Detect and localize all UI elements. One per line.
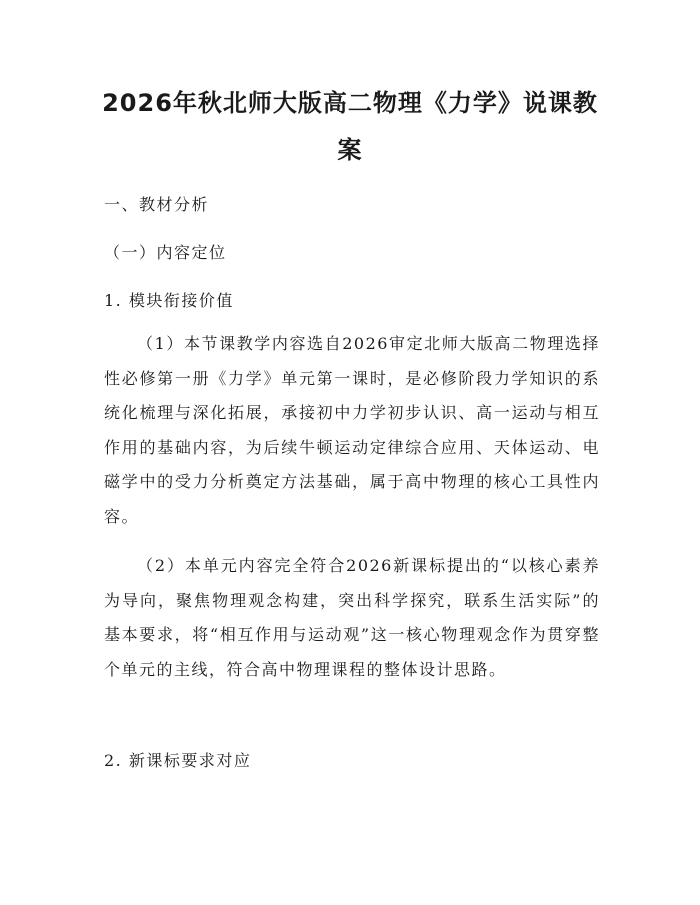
paragraph-1: （1）本节课教学内容选自2026审定北师大版高二物理选择性必修第一册《力学》单元第一课时，是必修阶段力学知识的系统化梳理与深化拓展，承接初中力学初步认识、高一运动与相互作用的基础内容，为后续牛顿运动定律综合应用、天体运动、电磁学中的受力分析奠定方法基础，属于高中物理的核心工具性内容。 [104, 334, 600, 526]
item-heading-module-connection: 1. 模块衔接价值 [104, 291, 234, 310]
section-heading-textbook-analysis: 一、教材分析 [104, 195, 210, 214]
document-title: 2026年秋北师大版高二物理《力学》说课教案 [102, 89, 598, 164]
paragraph-2: （2）本单元内容完全符合2026新课标提出的“以核心素养为导向，聚焦物理观念构建，突出科学探究，联系生活实际”的基本要求，将“相互作用与运动观”这一核心物理观念作为贯穿整个单元的主线，符合高中物理课程的整体设计思路。 [104, 556, 600, 679]
item-heading-curriculum-standard: 2. 新课标要求对应 [104, 751, 252, 770]
subsection-heading-content-positioning: （一）内容定位 [104, 243, 227, 262]
